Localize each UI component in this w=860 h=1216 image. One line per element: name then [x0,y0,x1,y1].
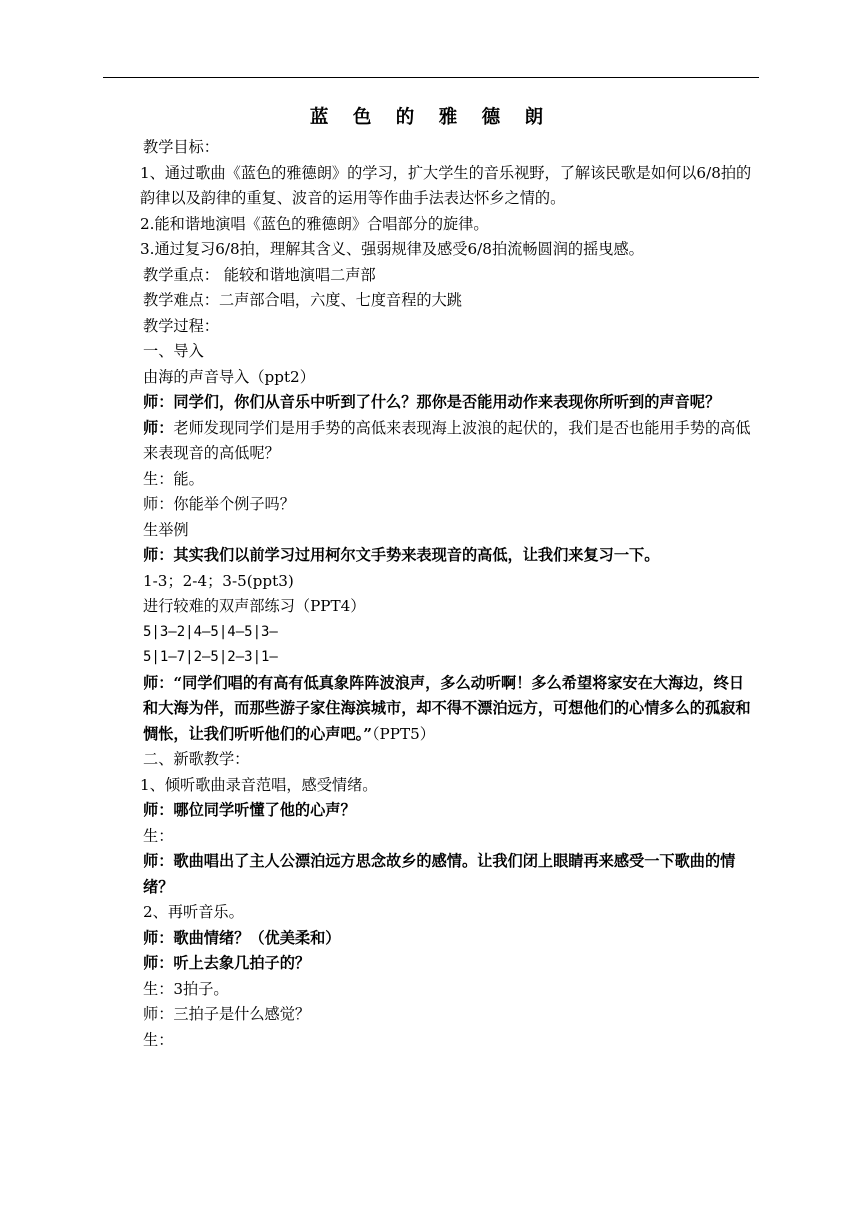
text-line: 师：歌曲情绪？（优美柔和） [143,928,341,947]
text-line: 教学重点： 能较和谐地演唱二声部 [143,265,376,284]
notation-line: 5|3—2|4—5|4—5|3— [143,623,278,640]
text-line: 2.能和谐地演唱《蓝色的雅德朗》合唱部分的旋律。 [140,214,489,233]
text-line: 教学过程： [143,316,219,335]
text-line: 由海的声音导入（ppt2） [143,367,315,386]
notation-line: 5|1—7|2—5|2—3|1— [143,649,278,665]
text-paragraph [143,849,757,900]
text-paragraph: 1、通过歌曲《蓝色的雅德朗》的学习，扩大学生的音乐视野，了解该民歌是如何以6/8拍的韵律以及韵律的重复、波音的运用等作曲手法表达怀乡之情的。 [140,163,752,207]
text-line: 师：三拍子是什么感觉？ [143,1005,311,1023]
text-line: 师：其实我们以前学习过用柯尔文手势来表现音的高低，让我们来复习一下。 [143,546,660,564]
text-line: 2、再听音乐。 [143,903,244,921]
text-line: 师：你能举个例子吗？ [143,495,295,513]
text-line: 二、新歌教学： [143,750,250,768]
text-line: 进行较难的双声部练习（PPT4） [143,597,366,615]
text-line: 生举例 [143,520,189,539]
text-line: 一、导入 [143,342,204,360]
text-paragraph [143,671,757,748]
text-line: 生：能。 [143,469,204,488]
speech-text: 老师发现同学们是用手势的高低来表现海上波浪的起伏的，我们是否也能用手势的高低来表现音的高低呢？ [143,418,751,462]
text-line: 生：3拍子。 [143,979,229,998]
document-title: 蓝 色 的 雅 德 朗 [309,107,553,128]
text-paragraph: 师：同学们，你们从音乐中听到了什么？那你是否能用动作来表现你所听到的声音呢？ [143,393,721,411]
speech-text: 师：“同学们唱的有高有低真象阵阵波浪声，多么动听啊！多么希望将家安在大海边，终日和大海为伴，而那些游子家住海滨城市，却不得不漂泊远方，可想他们的心情多么的孤寂和惆怅，让我们听听他们的心声吧。” [143,673,751,743]
text-line: 教学难点：二声部合唱，六度、七度音程的大跳 [143,291,462,309]
text-line: 师：听上去象几拍子的？ [143,954,311,972]
text-line: 教学目标： [143,138,219,156]
document-body [140,103,759,1053]
slide-ref: （PPT5） [371,724,435,743]
text-paragraph [143,416,757,467]
text-line: 生： [143,1030,174,1049]
text-line: 1-3；2-4；3-5(ppt3) [143,571,294,590]
text-line: 生： [143,826,174,845]
speaker-label: 师： [143,418,174,437]
speech-text: 师：歌曲唱出了主人公漂泊远方思念故乡的感情。让我们闭上眼睛再来感受一下歌曲的情绪？ [143,852,736,896]
text-line: 1、倾听歌曲录音范唱，感受情绪。 [140,775,378,794]
text-line: 3.通过复习6/8拍，理解其含义、强弱规律及感受6/8拍流畅圆润的摇曳感。 [140,240,644,258]
text-line: 师：哪位同学听懂了他的心声？ [143,801,356,819]
header-rule [103,77,759,78]
